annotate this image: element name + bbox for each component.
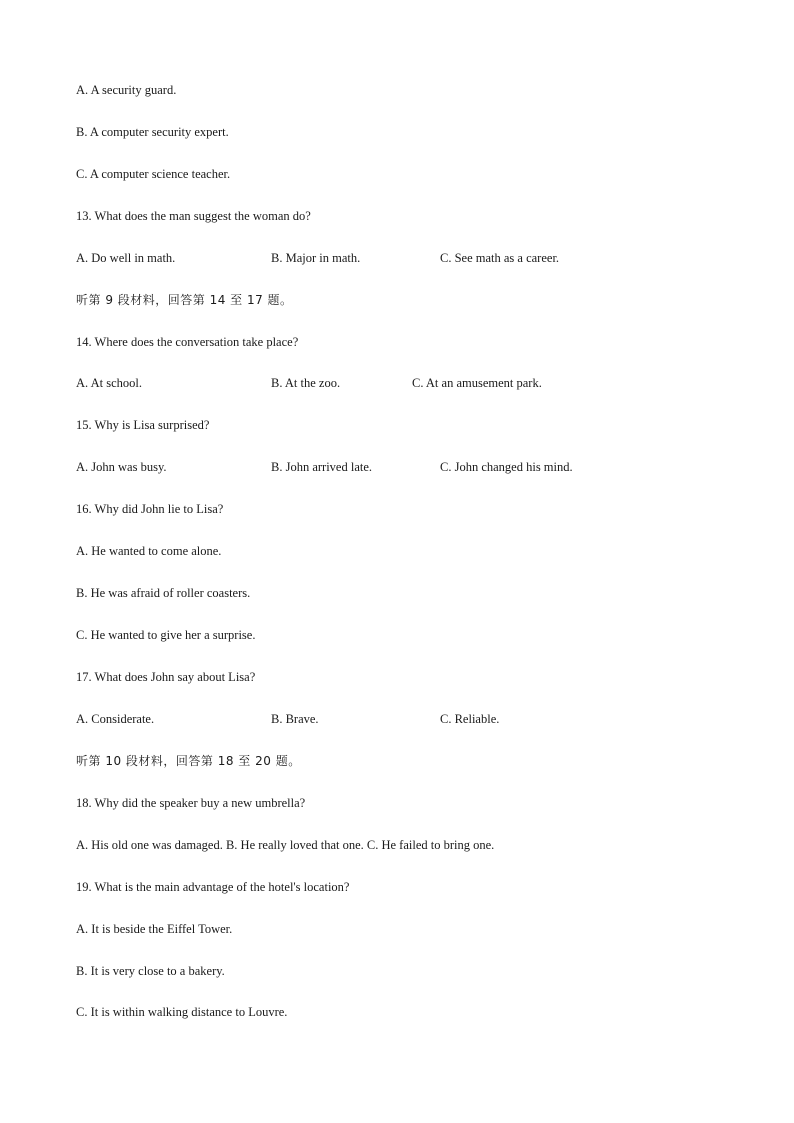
q17-option-b: B. Brave.: [271, 712, 319, 726]
q14-option-c: C. At an amusement park.: [412, 376, 542, 390]
q15-option-a: A. John was busy.: [76, 460, 167, 474]
q19-option-c: C. It is within walking distance to Louvre.: [76, 1005, 288, 1019]
section-10-instruction: 听第 10 段材料，回答第 18 至 20 题。: [76, 754, 301, 768]
q13-option-b: B. Major in math.: [271, 251, 361, 265]
q17-question: 17. What does John say about Lisa?: [76, 670, 256, 684]
q14-options: [76, 375, 776, 391]
q19-option-a: A. It is beside the Eiffel Tower.: [76, 922, 233, 936]
q12-option-b: B. A computer security expert.: [76, 125, 229, 139]
q17-options: [76, 711, 776, 727]
q18-options: A. His old one was damaged. B. He really loved that one. C. He failed to bring one.: [76, 838, 495, 852]
q16-option-a: A. He wanted to come alone.: [76, 544, 222, 558]
q15-option-c: C. John changed his mind.: [440, 460, 573, 474]
q16-option-c: C. He wanted to give her a surprise.: [76, 628, 256, 642]
q14-option-a: A. At school.: [76, 376, 142, 390]
q16-question: 16. Why did John lie to Lisa?: [76, 502, 224, 516]
q19-question: 19. What is the main advantage of the hotel's location?: [76, 880, 350, 894]
q17-option-a: A. Considerate.: [76, 712, 155, 726]
q18-question: 18. Why did the speaker buy a new umbrella?: [76, 796, 306, 810]
q13-question: 13. What does the man suggest the woman do?: [76, 209, 311, 223]
q13-options: [76, 250, 776, 266]
q19-option-b: B. It is very close to a bakery.: [76, 964, 225, 978]
q12-option-c: C. A computer science teacher.: [76, 167, 231, 181]
q13-option-c: C. See math as a career.: [440, 251, 560, 265]
q14-option-b: B. At the zoo.: [271, 376, 341, 390]
q17-option-c: C. Reliable.: [440, 712, 500, 726]
q15-question: 15. Why is Lisa surprised?: [76, 418, 210, 432]
q14-question: 14. Where does the conversation take place?: [76, 335, 299, 349]
q15-options: [76, 459, 776, 475]
q16-option-b: B. He was afraid of roller coasters.: [76, 586, 251, 600]
q13-option-a: A. Do well in math.: [76, 251, 176, 265]
section-9-instruction: 听第 9 段材料，回答第 14 至 17 题。: [76, 293, 293, 307]
q15-option-b: B. John arrived late.: [271, 460, 373, 474]
q12-option-a: A. A security guard.: [76, 83, 177, 97]
